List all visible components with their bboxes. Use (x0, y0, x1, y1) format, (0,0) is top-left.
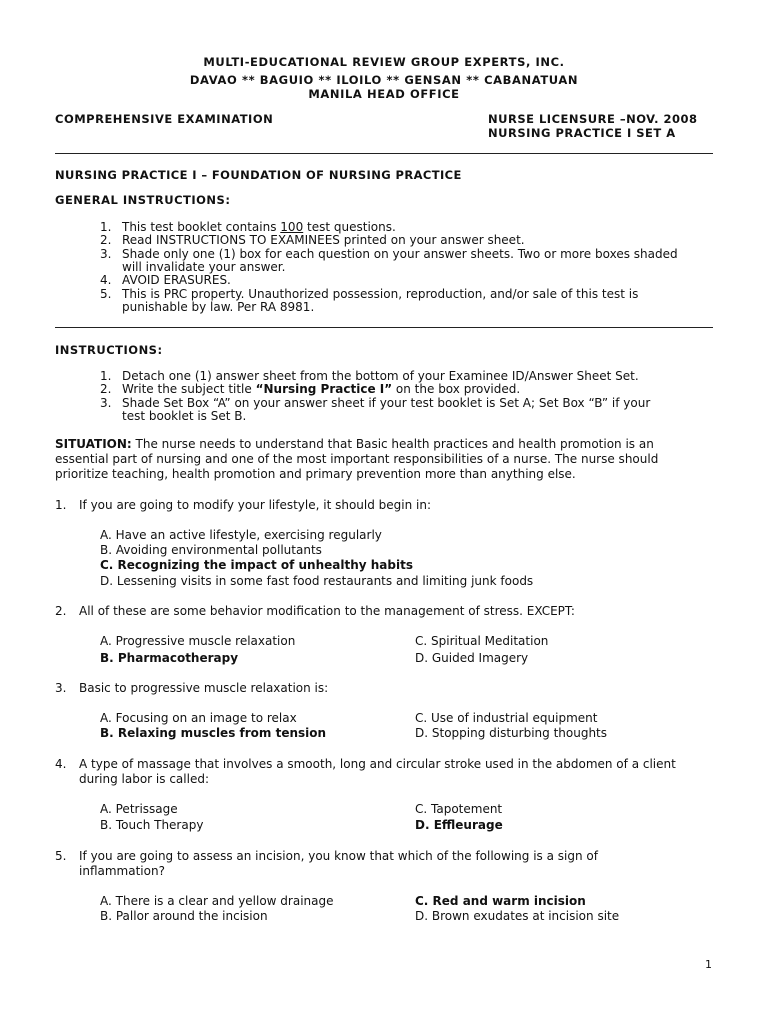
q5-stem-line1: If you are going to assess an incision, you know that which of the following is a sign of (79, 849, 598, 863)
gi-item-3-line1: Shade only one (1) box for each question on your answer sheets. Two or more boxes shaded (122, 247, 678, 261)
q1-number: 1. (55, 498, 67, 512)
gi-num-2: 2. (100, 233, 112, 247)
page-number: 1 (705, 958, 712, 971)
q1-option-b: B. Avoiding environmental pollutants (100, 543, 322, 557)
q4-option-d-answer: D. Effleurage (415, 818, 503, 832)
q1-stem: If you are going to modify your lifestyle, it should begin in: (79, 498, 432, 512)
ins-item-3-line2: test booklet is Set B. (122, 409, 247, 423)
licensure-label: NURSE LICENSURE –NOV. 2008 (488, 112, 698, 126)
gi-num-1: 1. (100, 220, 112, 234)
org-head-office: MANILA HEAD OFFICE (308, 87, 460, 101)
q5-stem-line2: inflammation? (79, 864, 165, 878)
divider-top (55, 153, 713, 154)
q2-option-b-answer: B. Pharmacotherapy (100, 651, 239, 665)
q3-stem: Basic to progressive muscle relaxation is: (79, 681, 329, 695)
ins-num-1: 1. (100, 369, 112, 383)
q4-stem-line1: A type of massage that involves a smooth, long and circular stroke used in the abdomen of a client (79, 757, 676, 771)
q3-number: 3. (55, 681, 67, 695)
q2-stem: All of these are some behavior modification to the management of stress. EXCEPT: (79, 604, 575, 618)
divider-middle (55, 327, 713, 328)
q2-option-d: D. Guided Imagery (415, 651, 529, 665)
gi-num-5: 5. (100, 287, 112, 301)
q5-option-d: D. Brown exudates at incision site (415, 909, 620, 923)
situation-line3: prioritize teaching, health promotion and primary prevention more than anything else. (55, 467, 576, 481)
ins-num-3: 3. (100, 396, 112, 410)
q3-option-c: C. Use of industrial equipment (415, 711, 598, 725)
ins-item-1: Detach one (1) answer sheet from the bottom of your Examinee ID/Answer Sheet Set. (122, 369, 639, 383)
q1-option-a: A. Have an active lifestyle, exercising regularly (100, 528, 382, 542)
q3-option-d: D. Stopping disturbing thoughts (415, 726, 608, 740)
q3-option-a: A. Focusing on an image to relax (100, 711, 297, 725)
general-instructions-heading: GENERAL INSTRUCTIONS: (55, 193, 231, 207)
ins-num-2: 2. (100, 382, 112, 396)
ins-item-3-line1: Shade Set Box “A” on your answer sheet if your test booklet is Set A; Set Box “B” if your (122, 396, 651, 410)
gi-num-4: 4. (100, 273, 112, 287)
org-name: MULTI-EDUCATIONAL REVIEW GROUP EXPERTS, INC. (203, 55, 565, 69)
gi-item-3-line2: will invalidate your answer. (122, 260, 286, 274)
exam-title: COMPREHENSIVE EXAMINATION (55, 112, 274, 126)
q4-stem-line2: during labor is called: (79, 772, 209, 786)
set-label: NURSING PRACTICE I SET A (488, 126, 676, 140)
gi-num-3: 3. (100, 247, 112, 261)
q5-option-a: A. There is a clear and yellow drainage (100, 894, 334, 908)
ins-item-2: Write the subject title “Nursing Practice I” on the box provided. (122, 382, 521, 396)
q4-option-c: C. Tapotement (415, 802, 503, 816)
q5-option-c-answer: C. Red and warm incision (415, 894, 586, 908)
q2-option-c: C. Spiritual Meditation (415, 634, 549, 648)
q4-number: 4. (55, 757, 67, 771)
q5-number: 5. (55, 849, 67, 863)
situation-line2: essential part of nursing and one of the most important responsibilities of a nurse. The nurse should (55, 452, 659, 466)
q1-option-c-answer: C. Recognizing the impact of unhealthy habits (100, 558, 413, 572)
gi-item-2: Read INSTRUCTIONS TO EXAMINEES printed on your answer sheet. (122, 233, 525, 247)
q4-option-b: B. Touch Therapy (100, 818, 204, 832)
q2-option-a: A. Progressive muscle relaxation (100, 634, 296, 648)
gi-item-4: AVOID ERASURES. (122, 273, 231, 287)
gi-item-1: This test booklet contains 100 test questions. (122, 220, 396, 234)
q5-option-b: B. Pallor around the incision (100, 909, 268, 923)
instructions-heading: INSTRUCTIONS: (55, 343, 163, 357)
q2-number: 2. (55, 604, 67, 618)
gi-item-5-line2: punishable by law. Per RA 8981. (122, 300, 315, 314)
situation-line1: SITUATION: The nurse needs to understand that Basic health practices and health promotion is an (55, 437, 654, 451)
org-branches: DAVAO ** BAGUIO ** ILOILO ** GENSAN ** CABANATUAN (189, 73, 579, 87)
subject-title: NURSING PRACTICE I – FOUNDATION OF NURSING PRACTICE (55, 168, 462, 182)
q1-option-d: D. Lessening visits in some fast food restaurants and limiting junk foods (100, 574, 534, 588)
q3-option-b-answer: B. Relaxing muscles from tension (100, 726, 327, 740)
gi-item-5-line1: This is PRC property. Unauthorized possession, reproduction, and/or sale of this test is (122, 287, 639, 301)
q4-option-a: A. Petrissage (100, 802, 178, 816)
